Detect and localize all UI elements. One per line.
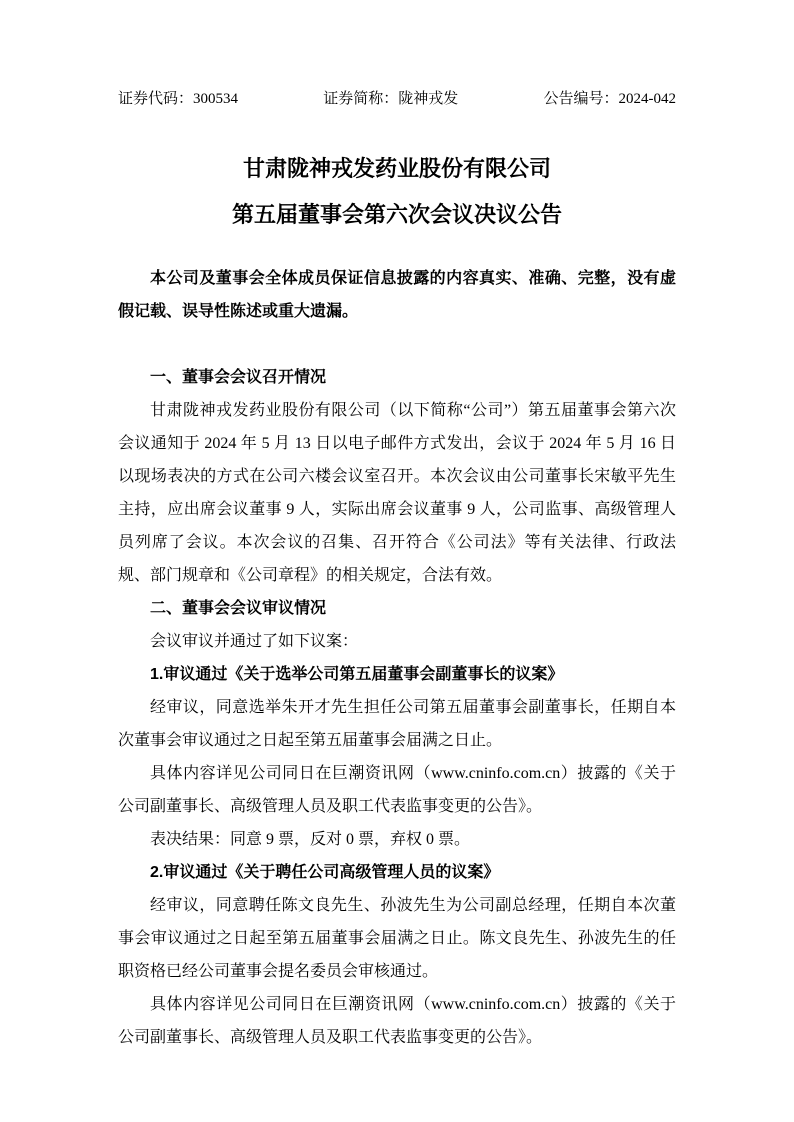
stock-short-name: 证券简称：陇神戎发: [323, 91, 459, 107]
proposal-2-disclosure: 具体内容详见公司同日在巨潮资讯网（www.cninfo.com.cn）披露的《关于公司副董事长、高级管理人员及职工代表监事变更的公告》。: [118, 996, 676, 1046]
proposal-1-disclosure: 具体内容详见公司同日在巨潮资讯网（www.cninfo.com.cn）披露的《关于公司副董事长、高级管理人员及职工代表监事变更的公告》。: [118, 765, 676, 815]
proposal-1-heading: 1.审议通过《关于选举公司第五届董事会副董事长的议案》: [150, 666, 564, 683]
company-name-title: 甘肃陇神戎发药业股份有限公司: [242, 156, 551, 181]
announcement-title: 第五届董事会第六次会议决议公告: [231, 202, 562, 227]
proposal-2-resolution: 经审议，同意聘任陈文良先生、孙波先生为公司副总经理，任期自本次董事会审议通过之日起至第五届董事会届满之日止。陈文良先生、孙波先生的任职资格已经公司董事会提名委员会审核通过。: [118, 897, 676, 980]
proposal-1-vote-result: 表决结果：同意 9 票，反对 0 票，弃权 0 票。: [150, 831, 471, 848]
section-2-heading: 二、董事会会议审议情况: [150, 600, 327, 617]
proposal-1-resolution: 经审议，同意选举朱开才先生担任公司第五届董事会副董事长，任期自本次董事会审议通过之日起至第五届董事会届满之日止。: [118, 699, 676, 749]
section-1-heading: 一、董事会会议召开情况: [150, 369, 327, 386]
announcement-number: 公告编号：2024-042: [543, 91, 676, 107]
securities-header: [118, 88, 676, 110]
truthfulness-statement: 本公司及董事会全体成员保证信息披露的内容真实、准确、完整，没有虚假记载、误导性陈述或重大遗漏。: [118, 270, 676, 320]
stock-code: 证券代码：300534: [118, 91, 239, 107]
section-1-body: 甘肃陇神戎发药业股份有限公司（以下简称“公司”）第五届董事会第六次会议通知于 2024 年 5 月 13 日以电子邮件方式发出，会议于 2024 年 5 月 16 日以现场表决的方式在公司六楼会议室召开。本次会议由公司董事长宋敏平先生主持，应出席会议董事 9 人，实际出席会议董事 9 人，公司监事、高级管理人员列席了会议。本次会议的召集、召开符合《公司法》等有关法律、行政法规、部门规章和《公司章程》的相关规定，合法有效。: [118, 402, 676, 584]
section-2-intro: 会议审议并通过了如下议案：: [150, 633, 359, 650]
proposal-2-heading: 2.审议通过《关于聘任公司高级管理人员的议案》: [150, 864, 500, 881]
